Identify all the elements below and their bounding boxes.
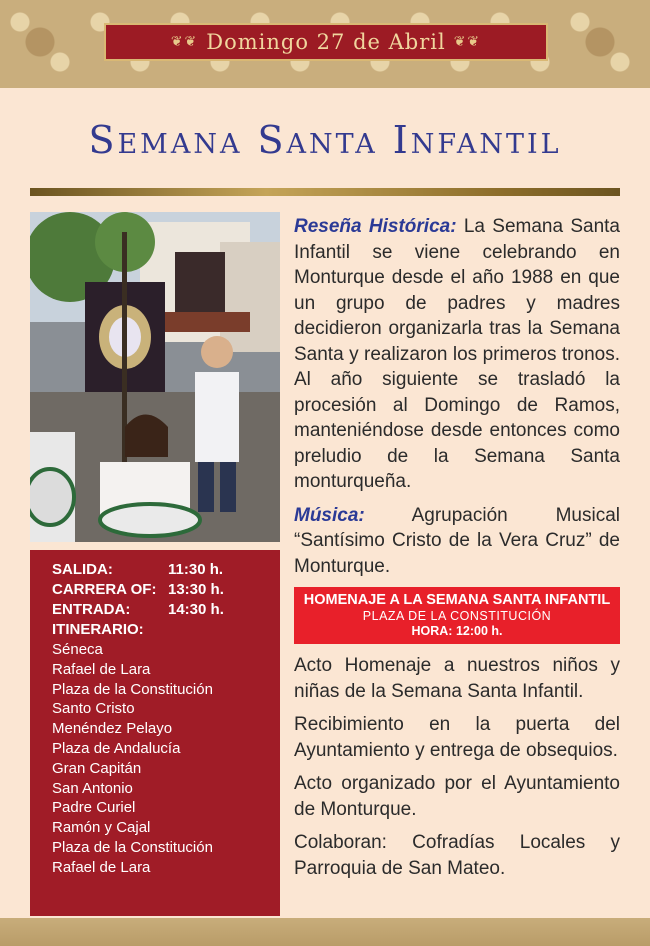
paragraph: Recibimiento en la puerta del Ayuntamiento y entrega de obsequios. bbox=[294, 714, 620, 761]
history-label: Reseña Histórica: bbox=[294, 216, 457, 237]
description-column bbox=[294, 214, 620, 889]
paragraph: Colaboran: Cofradías Locales y Parroquia de San Mateo. bbox=[294, 832, 620, 879]
schedule-label: SALIDA: bbox=[52, 561, 113, 578]
homenaje-place: PLAZA DE LA CONSTITUCIÓN bbox=[362, 609, 552, 623]
itinerary-stop: Padre Curiel bbox=[52, 799, 136, 817]
music-label: Música: bbox=[294, 504, 365, 526]
itinerary-stop: Séneca bbox=[52, 641, 103, 658]
itinerary-stop: Plaza de la Constitución bbox=[52, 838, 213, 856]
gold-divider bbox=[30, 188, 620, 196]
homenaje-title: HOMENAJE A LA SEMANA SANTA INFANTIL bbox=[303, 592, 611, 608]
homenaje-time: HORA: 12:00 h. bbox=[411, 624, 503, 638]
homenaje-banner bbox=[294, 587, 620, 644]
itinerary-stop: Menéndez Pelayo bbox=[52, 720, 173, 738]
history-text: La Semana Santa Infantil se viene celebrando en Monturque desde el año 1988 en que un grupo de padres y madres decidieron organizarla tras la Semana Santa y realizaron los primeros tronos. Al año siguiente se trasladó la procesión al Domingo de Ramos, manteniéndose desde entonces como preludio de la Semana Santa monturqueña. bbox=[294, 216, 620, 492]
ornament-left-icon: ❦❦ bbox=[170, 34, 199, 50]
itinerary-label: ITINERARIO: bbox=[52, 621, 144, 638]
page-title: Semana Santa Infantil bbox=[88, 118, 562, 162]
procession-photo bbox=[30, 212, 280, 542]
event-date: Domingo 27 de Abril bbox=[206, 30, 446, 54]
itinerary-stop: Santo Cristo bbox=[52, 700, 135, 718]
itinerary-stop: Gran Capitán bbox=[52, 759, 142, 777]
schedule-time: 11:30 h. bbox=[168, 561, 224, 578]
itinerary-stop: Rafael de Lara bbox=[52, 660, 151, 678]
itinerary-stop: Plaza de la Constitución bbox=[52, 680, 213, 698]
decorative-footer-band bbox=[0, 918, 650, 946]
itinerary-stop: Rafael de Lara bbox=[52, 858, 151, 876]
ornament-right-icon: ❦❦ bbox=[453, 34, 482, 50]
schedule-label: CARRERA OF: bbox=[52, 581, 157, 598]
schedule-row-salida bbox=[52, 560, 280, 580]
date-banner bbox=[104, 23, 548, 61]
music-paragraph bbox=[294, 503, 620, 580]
schedule-row-carrera bbox=[52, 580, 280, 600]
paragraph: Acto Homenaje a nuestros niños y niñas de la Semana Santa Infantil. bbox=[294, 655, 620, 702]
itinerary-stop: Ramón y Cajal bbox=[52, 819, 151, 837]
schedule-time: 13:30 h. bbox=[168, 581, 224, 598]
history-paragraph bbox=[294, 214, 620, 495]
schedule-label: ENTRADA: bbox=[52, 601, 131, 618]
music-text: Agrupación Musical “Santísimo Cristo de la Vera Cruz” de Monturque. bbox=[294, 504, 620, 577]
schedule-row-entrada bbox=[52, 600, 280, 620]
schedule-box bbox=[30, 550, 280, 916]
itinerary-stop: Plaza de Andalucía bbox=[52, 739, 181, 757]
paragraph: Acto organizado por el Ayuntamiento de Monturque. bbox=[294, 773, 620, 820]
itinerary-stop: San Antonio bbox=[52, 779, 133, 797]
schedule-time: 14:30 h. bbox=[168, 601, 224, 618]
